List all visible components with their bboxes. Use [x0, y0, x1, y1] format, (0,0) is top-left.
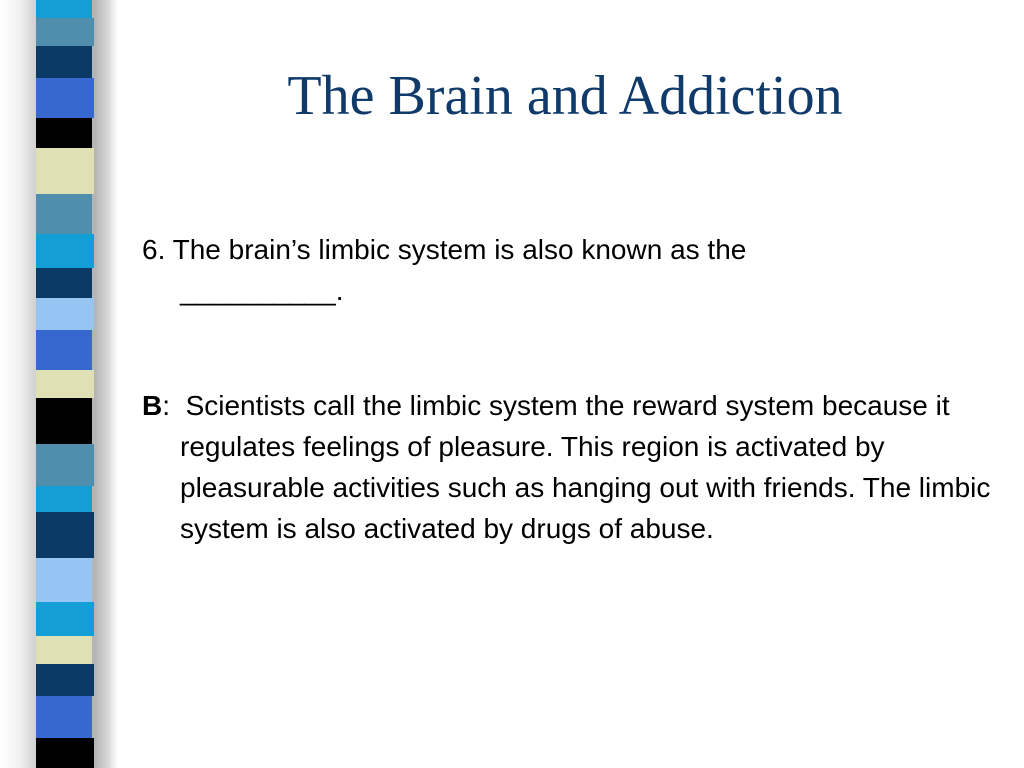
- strip-segment: [36, 664, 94, 696]
- strip-segment: [36, 330, 92, 370]
- answer-separator: :: [162, 390, 186, 421]
- strip-segment: [36, 398, 92, 444]
- strip-segment: [36, 268, 92, 298]
- strip-segment: [36, 234, 94, 268]
- question-blank: __________.: [180, 275, 344, 306]
- answer-block: [142, 385, 1010, 549]
- strip-segment: [36, 738, 94, 768]
- strip-segment: [36, 78, 94, 118]
- strip-segment: [36, 444, 94, 486]
- question-text: 6. The brain’s limbic system is also known as the: [142, 234, 747, 265]
- strip-segment: [36, 18, 94, 46]
- strip-segment: [36, 602, 94, 636]
- answer-text: Scientists call the limbic system the reward system because it regulates feelings of pleasure. This region is activated by pleasurable activities such as hanging out with friends. The limbic system is also activated by drugs of abuse.: [180, 390, 991, 544]
- strip-segment: [36, 118, 92, 148]
- strip-segment: [36, 558, 92, 602]
- strip-segment: [36, 298, 94, 330]
- answer-letter: B: [142, 390, 163, 421]
- strip-segment: [36, 0, 92, 18]
- strip-segment: [36, 148, 94, 194]
- strip-segment: [36, 486, 92, 512]
- strip-segment: [36, 194, 92, 234]
- strip-segment: [36, 46, 92, 78]
- strip-segment: [36, 512, 94, 558]
- slide-title: The Brain and Addiction: [287, 65, 843, 127]
- strip-segment: [36, 370, 94, 398]
- question-block: [142, 229, 1002, 311]
- strip-segment: [36, 696, 92, 738]
- strip-segment: [36, 636, 92, 664]
- decorative-color-strip: [36, 0, 96, 768]
